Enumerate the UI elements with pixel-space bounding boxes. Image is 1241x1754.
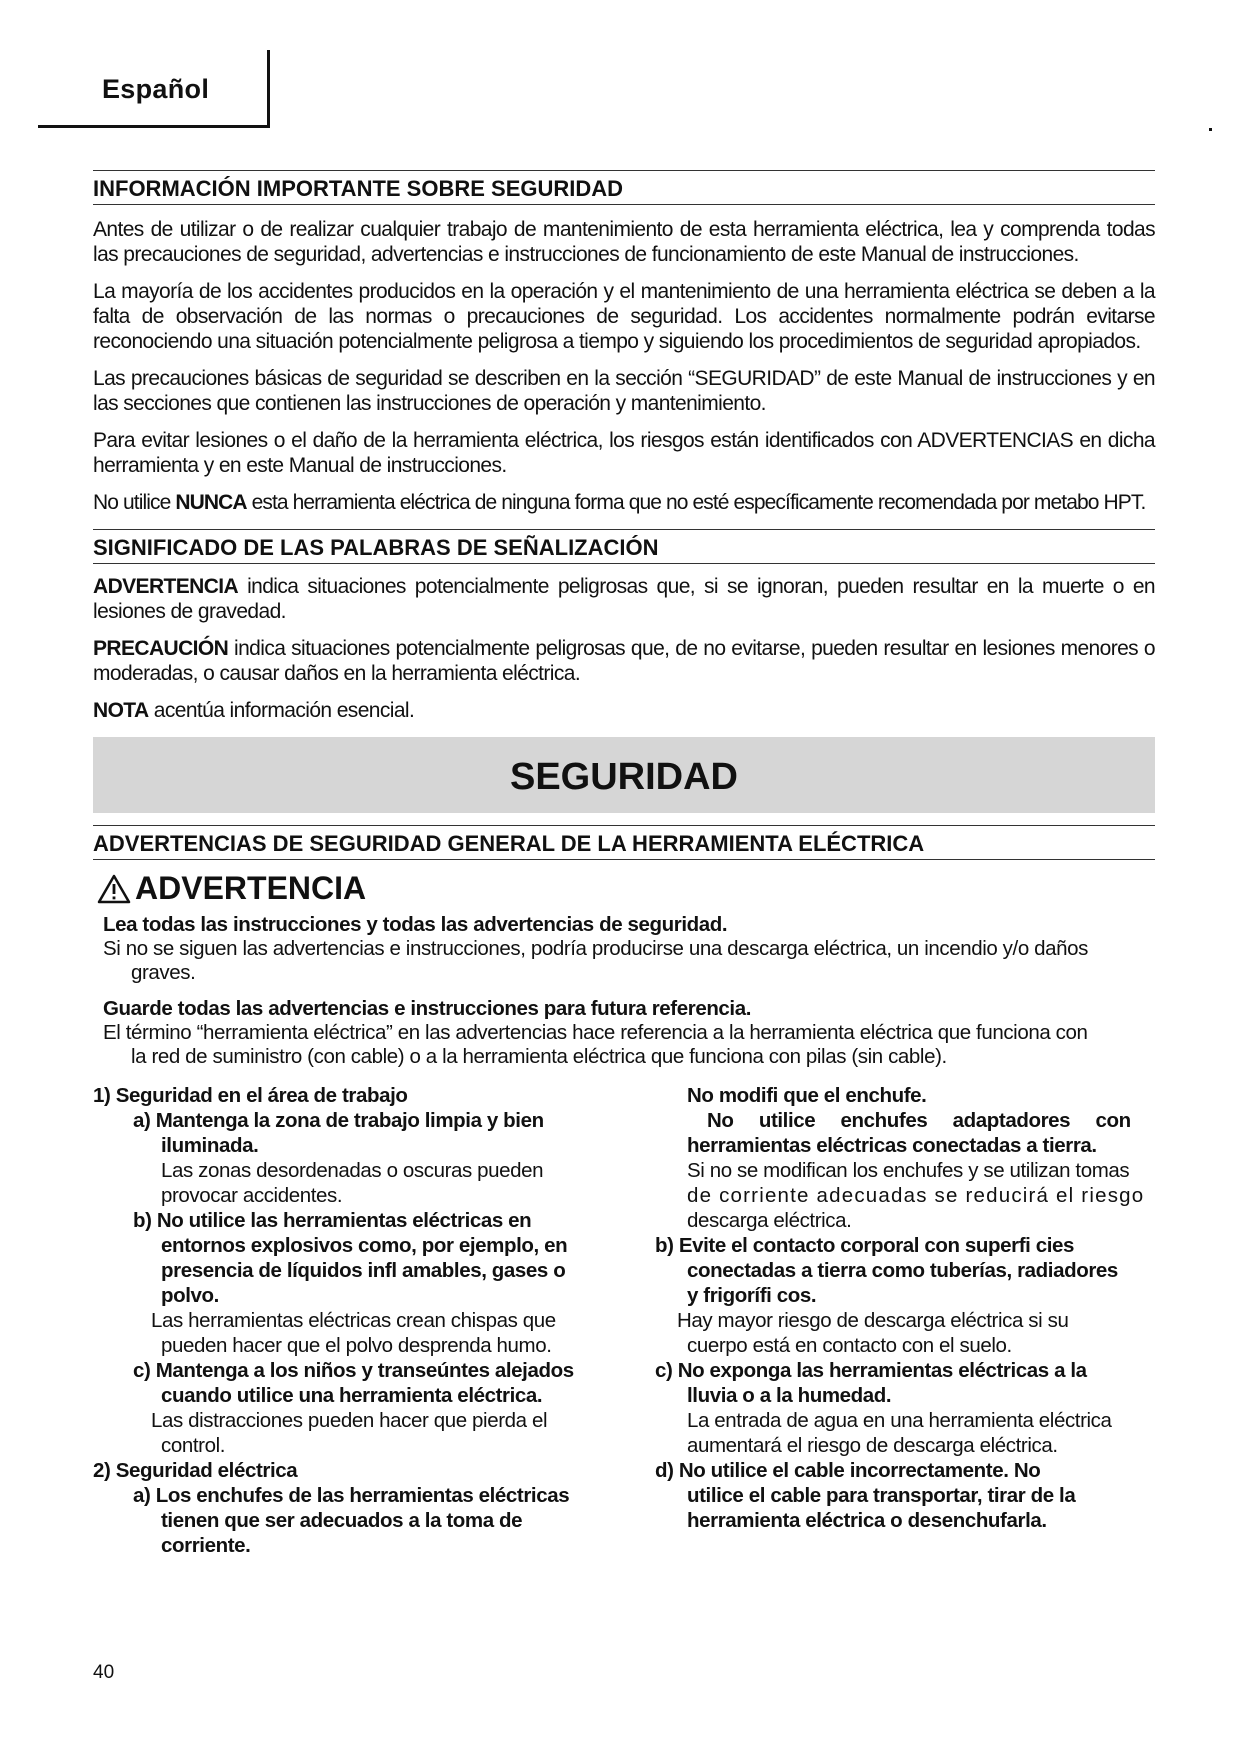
read-instructions-line-1: Si no se siguen las advertencias e instrucciones, podría producirse una descarga eléctrica, un incendio y/o daños [103,937,1088,960]
read-instructions-heading: Lea todas las instrucciones y todas las advertencias de seguridad. [103,913,728,936]
item-b-text-2: pueden hacer que el polvo desprenda humo. [161,1334,552,1357]
general-warnings [103,913,1155,1069]
item-a2-bold-2: tienen que ser adecuados a la toma de [161,1509,523,1532]
signal-note-desc: acentúa información esencial. [148,699,415,722]
right-b-bold-1: Evite el contacto corporal con superfi cies [678,1234,1075,1257]
keep-instructions-line-1: El término “herramienta eléctrica” en las advertencias hace referencia a la herramienta eléctrica que funciona con [103,1021,1088,1044]
right-b-text-1: Hay mayor riesgo de descarga eléctrica si su [677,1309,1069,1332]
signal-caution-desc: indica situaciones potencialmente peligrosas que, de no evitarse, pueden resultar en lesiones menores o moderadas, o causar daños en la herramienta eléctrica. [93,637,1155,685]
left-column [93,1083,613,1558]
right-item-d [655,1458,1155,1533]
read-instructions-line-2: graves. [131,961,196,984]
signal-note-word: NOTA [93,699,149,722]
signal-warning-text [93,574,1155,624]
right-d-label: d) [655,1459,674,1482]
item-a2-bold-3: corriente. [161,1534,251,1557]
p5-never: NUNCA [175,491,247,514]
work-area-heading: 1) Seguridad en el área de trabajo [93,1084,408,1107]
item-b-bold-3: presencia de líquidos infl amables, gases o [161,1259,566,1282]
right-line-2: No utilice enchufes adaptadores con [707,1109,1131,1132]
item-a-bold [133,1108,613,1133]
warning-triangle-icon [97,874,131,904]
right-c-text-2: aumentará el riesgo de descarga eléctrica. [687,1434,1058,1457]
signal-warning-word: ADVERTENCIA [93,575,239,598]
right-item-a-continued [655,1083,1155,1233]
item-a2-bold-1: Los enchufes de las herramientas eléctricas [155,1484,570,1507]
right-b-bold-2: conectadas a tierra como tuberías, radiadores [687,1259,1118,1282]
right-item-c [655,1358,1155,1458]
signal-warning-desc: indica situaciones potencialmente peligrosas que, si se ignoran, pueden resultar en la muerte o en lesiones de gravedad. [93,575,1155,623]
item-c-bold-1: Mantenga a los niños y transeúntes alejados [155,1359,574,1382]
right-column [655,1083,1155,1558]
warning-title: ADVERTENCIA [135,870,367,906]
info-paragraph-2: La mayoría de los accidentes producidos en la operación y el mantenimiento de una herramienta eléctrica se deben a la falta de observación de las normas o precauciones de seguridad. Los accidentes normalmente podrán evitarse reconociendo una situación potencialmente peligrosa a tiempo y siguiendo los procedimientos de seguridad apropiados. [93,280,1155,353]
item-c-text-1: Las distracciones pueden hacer que pierda el [151,1409,548,1432]
right-b-label: b) [655,1234,674,1257]
safety-banner: SEGURIDAD [93,737,1155,813]
right-b-text-2: cuerpo está en contacto con el suelo. [687,1334,1012,1357]
signal-note-text [93,698,1155,723]
right-d-bold [655,1458,1155,1483]
item-c-bold-2: cuando utilice una herramienta eléctrica. [161,1384,543,1407]
info-paragraph-3: Las precauciones básicas de seguridad se describen en la sección “SEGURIDAD” de este Manual de instrucciones y en las secciones que contienen las instrucciones de operación y mantenimiento. [93,367,1155,415]
info-paragraph-1: Antes de utilizar o de realizar cualquier trabajo de mantenimiento de esta herramienta eléctrica, lea y comprenda todas las precauciones de seguridad, advertencias e instrucciones de funcionamiento de este Manual de instrucciones. [93,218,1155,266]
right-b-bold [655,1233,1155,1258]
item-a-bold-1: Mantenga la zona de trabajo limpia y bien [155,1109,544,1132]
section-title-signals: SIGNIFICADO DE LAS PALABRAS DE SEÑALIZACIÓN [93,529,1155,564]
item-b-text-1: Las herramientas eléctricas crean chispas que [151,1309,556,1332]
right-line-3: herramientas eléctricas conectadas a tierra. [687,1134,1097,1157]
right-line-4: Si no se modifican los enchufes y se utilizan tomas [687,1159,1130,1182]
item-b-bold-1: No utilice las herramientas eléctricas en [156,1209,532,1232]
signal-caution-text [93,636,1155,686]
item-a-text-2: provocar accidentes. [161,1184,343,1207]
right-c-text-1: La entrada de agua en una herramienta eléctrica [687,1409,1112,1432]
item-b-label: b) [133,1209,152,1232]
page-number: 40 [93,1662,115,1683]
item-c-bold [133,1358,613,1383]
item-a-text-1: Las zonas desordenadas o oscuras pueden [161,1159,544,1182]
item-a-label: a) [133,1109,151,1132]
item-c-text-2: control. [161,1434,226,1457]
info-paragraph-5 [93,490,1155,515]
warning-heading [97,870,1155,907]
item-a-work-area [93,1108,613,1458]
keep-instructions-heading: Guarde todas las advertencias e instrucciones para futura referencia. [103,997,752,1020]
right-line-5: de corriente adecuadas se reducirá el riesgo [687,1184,1145,1207]
item-b-bold-4: polvo. [161,1284,219,1307]
language-label: Español [102,74,210,104]
right-d-bold-3: herramienta eléctrica o desenchufarla. [687,1509,1047,1532]
item-a2-bold [133,1483,613,1508]
keep-instructions-line-2: la red de suministro (con cable) o a la herramienta eléctrica que funciona con pilas (sin cable). [131,1045,947,1068]
p5-suffix: esta herramienta eléctrica de ninguna forma que no esté específicamente recomendada por metabo HPT. [246,491,1146,514]
right-c-bold-2: lluvia o a la humedad. [687,1384,892,1407]
item-b-bold-2: entornos explosivos como, por ejemplo, en [161,1234,568,1257]
item-a-bold-2: iluminada. [161,1134,259,1157]
right-c-label: c) [655,1359,673,1382]
stray-dot [1209,128,1212,131]
right-c-bold [655,1358,1155,1383]
signal-caution-word: PRECAUCIÓN [93,637,229,660]
right-item-b [655,1233,1155,1358]
right-line-1: No modifi que el enchufe. [687,1084,927,1107]
p5-prefix: No utilice [93,491,176,514]
page-content [93,170,1155,1558]
right-c-bold-1: No exponga las herramientas eléctricas a la [677,1359,1087,1382]
electrical-safety-heading: 2) Seguridad eléctrica [93,1459,298,1482]
item-c-label: c) [133,1359,151,1382]
two-column-list [93,1083,1155,1558]
section-title-general: ADVERTENCIAS DE SEGURIDAD GENERAL DE LA HERRAMIENTA ELÉCTRICA [93,825,1155,860]
section-title-info: INFORMACIÓN IMPORTANTE SOBRE SEGURIDAD [93,170,1155,205]
right-d-bold-2: utilice el cable para transportar, tirar de la [687,1484,1076,1507]
right-line-6: descarga eléctrica. [687,1209,852,1232]
right-b-bold-3: y frigorífi cos. [687,1284,817,1307]
item-a-electrical [93,1483,613,1558]
language-tab [38,50,270,128]
item-a2-label: a) [133,1484,151,1507]
right-d-bold-1: No utilice el cable incorrectamente. No [678,1459,1041,1482]
item-b-bold [133,1208,613,1233]
info-paragraph-4: Para evitar lesiones o el daño de la herramienta eléctrica, los riesgos están identificados con ADVERTENCIAS en dicha herramienta y en este Manual de instrucciones. [93,429,1155,477]
